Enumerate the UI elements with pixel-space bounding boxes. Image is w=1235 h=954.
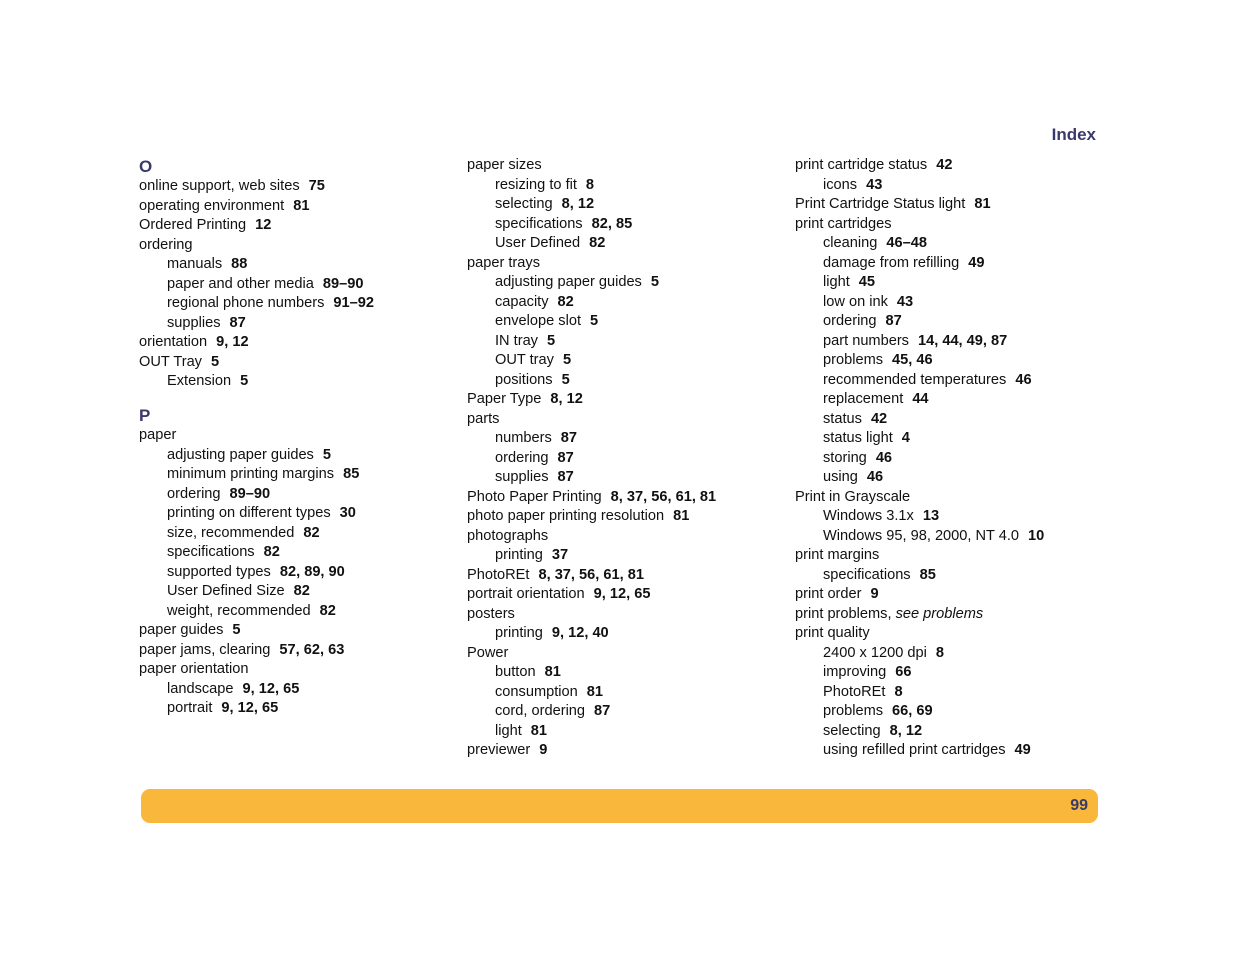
entry-term: portrait orientation	[467, 586, 585, 602]
entry-term: specifications	[823, 566, 911, 583]
index-subentry	[139, 524, 459, 544]
entry-term: problems	[823, 352, 884, 368]
entry-pages: 88	[231, 256, 248, 272]
entry-term: paper sizes	[467, 157, 542, 173]
entry-pages: 91–92	[333, 295, 374, 311]
index-subentry	[139, 504, 459, 524]
entry-term: portrait	[167, 700, 213, 716]
entry-term: paper orientation	[139, 661, 249, 677]
index-entry	[467, 507, 787, 527]
entry-term: printing on different types	[167, 505, 331, 521]
entry-term: Print in Grayscale	[795, 488, 911, 505]
entry-pages: 8	[935, 644, 944, 661]
index-subentry	[795, 449, 1115, 469]
index-entry	[467, 390, 787, 410]
index-entry	[139, 216, 459, 236]
entry-term: Photo Paper Printing	[467, 488, 602, 505]
entry-term: status light	[823, 430, 893, 446]
entry-pages: 81	[974, 196, 991, 212]
entry-term: photo paper printing resolution	[467, 508, 665, 524]
entry-term: paper trays	[467, 254, 541, 271]
entry-term: Ordered Printing	[139, 217, 247, 233]
index-column-1	[139, 156, 459, 719]
entry-pages: 87	[557, 449, 574, 466]
index-subentry	[467, 624, 787, 644]
entry-term: recommended temperatures	[823, 371, 1007, 388]
index-entry	[795, 546, 1115, 566]
entry-pages: 8, 37, 56, 61, 81	[538, 566, 644, 583]
entry-pages: 5	[546, 332, 556, 349]
entry-term: storing	[823, 449, 867, 466]
index-subentry	[139, 255, 459, 275]
entry-term: print cartridge status	[795, 157, 928, 173]
index-subentry	[139, 680, 459, 700]
entry-pages: 8	[585, 176, 595, 193]
index-subentry	[467, 351, 787, 371]
index-subentry	[139, 275, 459, 295]
entry-term: selecting	[823, 722, 881, 739]
entry-term: paper	[139, 427, 177, 443]
index-subentry	[467, 371, 787, 391]
entry-term: previewer	[467, 742, 531, 758]
entry-pages: 87	[885, 313, 902, 329]
index-subentry	[139, 294, 459, 314]
index-entry	[467, 566, 787, 586]
index-subentry	[467, 332, 787, 352]
entry-term: icons	[823, 176, 858, 193]
entry-term: User Defined	[495, 235, 581, 251]
entry-term: ordering	[167, 485, 221, 502]
index-subentry	[467, 312, 787, 332]
entry-term: problems	[823, 703, 884, 719]
index-subentry	[467, 293, 787, 313]
section-spacer	[139, 392, 459, 406]
index-subentry	[467, 722, 787, 742]
index-subentry	[139, 563, 459, 583]
entry-term: selecting	[495, 196, 553, 212]
page-number: 99	[1070, 797, 1088, 814]
entry-pages: 9, 12, 65	[242, 680, 300, 697]
entry-term: improving	[823, 664, 887, 680]
entry-term: damage from refilling	[823, 254, 960, 271]
index-entry	[467, 527, 787, 547]
entry-pages: 12	[255, 217, 272, 233]
entry-pages: 4	[901, 430, 910, 446]
index-entry	[795, 488, 1115, 508]
index-entry	[795, 605, 1115, 625]
index-subentry	[139, 446, 459, 466]
entry-term: regional phone numbers	[167, 295, 325, 311]
entry-pages: 87	[594, 703, 611, 719]
entry-pages: 5	[650, 274, 659, 290]
entry-pages: 44	[912, 391, 929, 407]
entry-pages: 87	[560, 430, 578, 446]
index-subentry	[795, 293, 1115, 313]
entry-pages: 82	[293, 583, 310, 599]
entry-pages: 46	[875, 449, 893, 466]
entry-pages: 81	[293, 197, 310, 214]
index-subentry	[795, 371, 1115, 391]
entry-pages: 82	[589, 235, 606, 251]
index-subentry	[795, 254, 1115, 274]
index-subentry	[795, 351, 1115, 371]
entry-term: Paper Type	[467, 391, 542, 407]
section-letter: O	[139, 157, 153, 176]
index-subentry	[467, 234, 787, 254]
index-subentry	[795, 507, 1115, 527]
entry-term: status	[823, 410, 862, 427]
index-subentry	[139, 465, 459, 485]
entry-term: supplies	[167, 314, 221, 331]
entry-term: cleaning	[823, 235, 878, 251]
index-subentry	[467, 468, 787, 488]
index-subentry	[467, 663, 787, 683]
index-entry	[139, 621, 459, 641]
index-subentry	[467, 702, 787, 722]
entry-pages: 85	[919, 566, 936, 583]
entry-pages: 81	[673, 508, 690, 524]
entry-pages: 82	[303, 524, 320, 541]
entry-pages: 5	[240, 373, 249, 389]
index-subentry	[139, 699, 459, 719]
entry-term: orientation	[139, 334, 208, 350]
entry-pages: 8	[894, 683, 903, 700]
entry-term: adjusting paper guides	[167, 446, 314, 463]
entry-term: landscape	[167, 680, 234, 697]
index-subentry	[795, 273, 1115, 293]
entry-pages: 37	[551, 547, 569, 563]
entry-term: specifications	[167, 544, 255, 560]
entry-pages: 85	[343, 466, 360, 482]
entry-term: parts	[467, 410, 500, 427]
index-subentry	[467, 195, 787, 215]
entry-pages: 89–90	[322, 275, 364, 292]
entry-term: Windows 3.1x	[823, 508, 914, 524]
entry-term: OUT tray	[495, 352, 554, 368]
index-subentry	[795, 663, 1115, 683]
entry-term: using refilled print cartridges	[823, 742, 1006, 758]
entry-pages: 5	[232, 622, 241, 638]
entry-term: cord, ordering	[495, 703, 586, 719]
entry-pages: 5	[210, 353, 220, 370]
index-subentry	[795, 176, 1115, 196]
entry-term: print margins	[795, 547, 880, 563]
entry-pages: 42	[936, 157, 953, 173]
index-entry	[139, 426, 459, 446]
index-entry	[795, 215, 1115, 235]
entry-pages: 46	[1015, 371, 1032, 388]
index-entry	[467, 741, 787, 761]
entry-term: User Defined Size	[167, 583, 285, 599]
index-subentry	[795, 332, 1115, 352]
index-subentry	[795, 702, 1115, 722]
index-subentry	[795, 410, 1115, 430]
entry-pages: 49	[968, 254, 985, 271]
entry-pages: 8, 12	[889, 722, 923, 739]
entry-pages: 82	[319, 602, 336, 619]
index-subentry	[467, 449, 787, 469]
entry-term: numbers	[495, 430, 552, 446]
index-entry	[139, 236, 459, 256]
entry-term: 2400 x 1200 dpi	[823, 644, 927, 661]
index-entry	[467, 410, 787, 430]
index-subentry	[467, 546, 787, 566]
entry-pages: 43	[866, 176, 883, 193]
entry-term: Extension	[167, 373, 232, 389]
entry-term: paper and other media	[167, 275, 314, 292]
index-subentry	[467, 273, 787, 293]
index-subentry	[139, 543, 459, 563]
entry-term: Print Cartridge Status light	[795, 196, 966, 212]
entry-pages: 5	[562, 352, 572, 368]
index-entry	[467, 488, 787, 508]
index-entry	[467, 156, 787, 176]
entry-term: online support, web sites	[139, 178, 300, 194]
entry-term: size, recommended	[167, 524, 295, 541]
entry-pages: 9, 12, 40	[551, 625, 609, 641]
entry-term: part numbers	[823, 332, 909, 349]
entry-term: printing	[495, 547, 543, 563]
entry-pages: 45	[858, 274, 876, 290]
entry-pages: 66	[895, 664, 912, 680]
entry-pages: 75	[308, 178, 325, 194]
index-subentry	[795, 312, 1115, 332]
index-column-3	[795, 156, 1115, 761]
index-subentry	[795, 468, 1115, 488]
index-entry	[139, 641, 459, 661]
entry-term: OUT Tray	[139, 353, 202, 370]
entry-pages: 9	[539, 742, 548, 758]
entry-pages: 9, 12, 65	[593, 586, 651, 602]
index-subentry	[467, 176, 787, 196]
entry-term: button	[495, 664, 536, 680]
index-entry	[795, 624, 1115, 644]
entry-term: positions	[495, 371, 553, 388]
entry-term: envelope slot	[495, 313, 582, 329]
index-entry	[795, 585, 1115, 605]
index-entry	[795, 156, 1115, 176]
entry-term: low on ink	[823, 293, 888, 310]
entry-pages: 13	[922, 508, 940, 524]
entry-pages: 8, 12	[561, 196, 595, 212]
entry-term: PhotoREt	[823, 683, 886, 700]
index-subentry	[795, 722, 1115, 742]
entry-pages: 82	[263, 544, 280, 560]
entry-pages: 5	[561, 371, 570, 388]
entry-term: PhotoREt	[467, 566, 530, 583]
entry-term: specifications	[495, 215, 583, 232]
entry-pages: 81	[586, 683, 603, 700]
entry-term: light	[823, 274, 850, 290]
entry-pages: 5	[590, 313, 599, 329]
entry-term: print order	[795, 586, 862, 602]
entry-pages: 30	[339, 505, 356, 521]
index-entry	[139, 333, 459, 353]
entry-term: using	[823, 469, 858, 485]
index-subentry	[795, 390, 1115, 410]
index-subentry	[795, 683, 1115, 703]
entry-term: Power	[467, 644, 509, 661]
entry-term: print problems,	[795, 605, 892, 622]
index-subentry	[467, 215, 787, 235]
entry-pages: 46	[866, 469, 884, 485]
index-subentry	[139, 485, 459, 505]
index-entry	[467, 605, 787, 625]
entry-term: print quality	[795, 625, 870, 641]
entry-pages: 46–48	[886, 235, 927, 251]
entry-see-reference: see problems	[895, 605, 984, 622]
entry-term: supplies	[495, 469, 549, 485]
entry-term: Windows 95, 98, 2000, NT 4.0	[823, 527, 1020, 544]
entry-term: paper jams, clearing	[139, 641, 271, 658]
entry-term: adjusting paper guides	[495, 274, 642, 290]
index-subentry	[795, 566, 1115, 586]
index-subentry	[467, 683, 787, 703]
index-subentry	[139, 602, 459, 622]
entry-pages: 8, 12	[550, 391, 583, 407]
index-subentry	[139, 582, 459, 602]
index-subentry	[139, 372, 459, 392]
entry-term: resizing to fit	[495, 176, 577, 193]
entry-term: operating environment	[139, 197, 285, 214]
index-subentry	[467, 429, 787, 449]
index-subentry	[795, 741, 1115, 761]
entry-term: printing	[495, 625, 543, 641]
entry-term: print cartridges	[795, 215, 892, 232]
index-subentry	[795, 234, 1115, 254]
entry-term: manuals	[167, 256, 223, 272]
entry-pages: 5	[322, 446, 331, 463]
entry-pages: 43	[896, 293, 914, 310]
index-entry	[139, 353, 459, 373]
entry-pages: 82, 85	[591, 215, 633, 232]
entry-pages: 82	[557, 293, 574, 310]
page-header-title: Index	[1051, 125, 1096, 144]
entry-term: IN tray	[495, 332, 538, 349]
entry-term: light	[495, 722, 522, 739]
entry-pages: 87	[557, 469, 574, 485]
index-entry	[467, 644, 787, 664]
index-subentry	[795, 644, 1115, 664]
entry-pages: 14, 44, 49, 87	[917, 332, 1008, 349]
index-subentry	[795, 429, 1115, 449]
index-entry	[467, 254, 787, 274]
section-letter: P	[139, 406, 151, 425]
index-entry	[139, 660, 459, 680]
entry-pages: 10	[1028, 527, 1045, 544]
entry-pages: 9, 12	[216, 334, 249, 350]
entry-term: consumption	[495, 683, 578, 700]
entry-pages: 45, 46	[892, 352, 933, 368]
entry-term: weight, recommended	[167, 602, 311, 619]
footer-bar	[141, 789, 1098, 823]
entry-term: posters	[467, 605, 515, 622]
index-subentry	[139, 314, 459, 334]
entry-pages: 81	[544, 664, 561, 680]
entry-pages: 87	[229, 314, 246, 331]
entry-pages: 42	[870, 410, 888, 427]
entry-term: photographs	[467, 527, 549, 544]
entry-term: ordering	[495, 449, 549, 466]
entry-pages: 82, 89, 90	[279, 563, 345, 580]
entry-pages: 49	[1014, 742, 1031, 758]
entry-term: replacement	[823, 391, 904, 407]
index-column-2	[467, 156, 787, 761]
entry-term: ordering	[823, 313, 877, 329]
entry-term: minimum printing margins	[167, 466, 335, 482]
index-entry	[139, 177, 459, 197]
entry-pages: 9, 12, 65	[221, 700, 279, 716]
entry-term: ordering	[139, 236, 193, 253]
entry-pages: 81	[530, 722, 548, 739]
entry-term: supported types	[167, 563, 271, 580]
index-entry	[467, 585, 787, 605]
index-entry	[795, 195, 1115, 215]
entry-term: paper guides	[139, 622, 224, 638]
entry-term: capacity	[495, 293, 549, 310]
index-subentry	[795, 527, 1115, 547]
index-entry	[139, 197, 459, 217]
entry-pages: 89–90	[229, 485, 271, 502]
entry-pages: 57, 62, 63	[279, 641, 345, 658]
entry-pages: 8, 37, 56, 61, 81	[610, 488, 717, 505]
entry-pages: 66, 69	[892, 703, 933, 719]
entry-pages: 9	[870, 586, 879, 602]
